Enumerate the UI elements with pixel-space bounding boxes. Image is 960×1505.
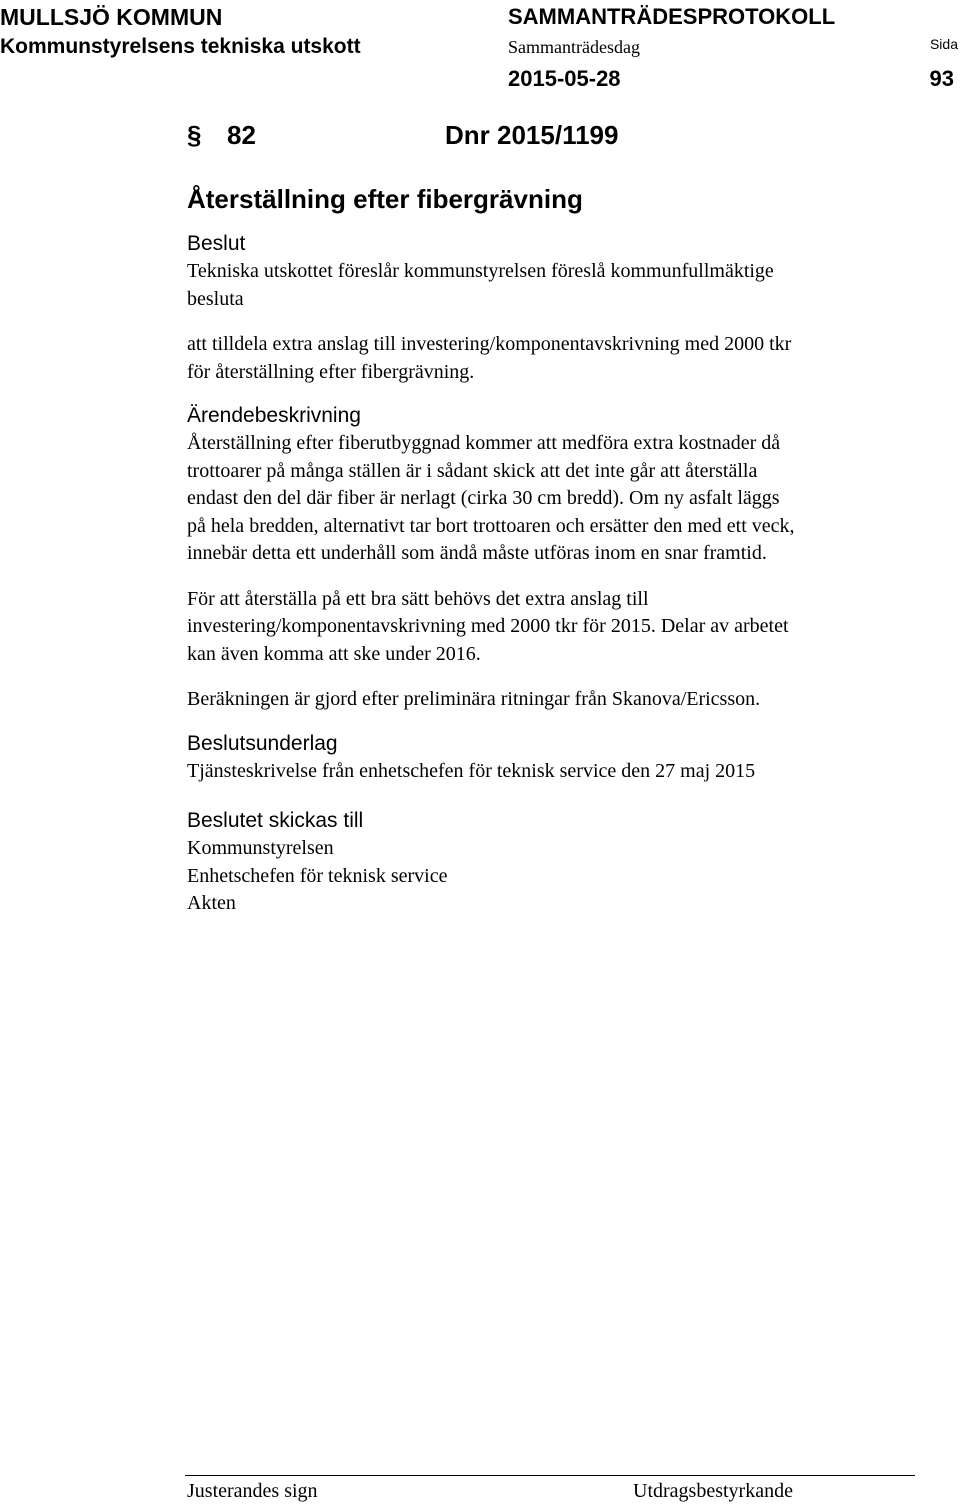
page-label: Sida bbox=[929, 36, 958, 52]
text-line: investering/komponentavskrivning med 2000 tkr för 2015. Delar av arbetet bbox=[187, 615, 789, 637]
text-line: att tilldela extra anslag till investering/komponentavskrivning med 2000 tkr bbox=[187, 333, 792, 355]
footer-signature-label: Justerandes sign bbox=[187, 1480, 318, 1502]
section-heading-skickas: Beslutet skickas till bbox=[187, 809, 364, 832]
text-line: för återställning efter fibergrävning. bbox=[187, 360, 475, 383]
beslut-paragraph-1 bbox=[187, 258, 927, 313]
arende-paragraph-2 bbox=[187, 586, 927, 669]
recipient-item: Akten bbox=[187, 892, 236, 914]
meeting-date-label: Sammanträdesdag bbox=[508, 37, 640, 57]
text-line: kan även komma att ske under 2016. bbox=[187, 642, 481, 665]
footer-divider bbox=[185, 1475, 915, 1476]
paragraph-number: 82 bbox=[227, 120, 256, 150]
section-heading-beslut: Beslut bbox=[187, 232, 246, 255]
case-number: Dnr 2015/1199 bbox=[445, 120, 619, 150]
paragraph-heading bbox=[187, 120, 618, 151]
footer-certification-label: Utdragsbestyrkande bbox=[633, 1480, 793, 1502]
document-body bbox=[187, 230, 927, 918]
arende-paragraph-3 bbox=[187, 686, 927, 714]
text-line: Tjänsteskrivelse från enhetschefen för teknisk service den 27 maj 2015 bbox=[187, 759, 756, 782]
page-number: 93 bbox=[929, 66, 954, 91]
recipient-item: Enhetschefen för teknisk service bbox=[187, 864, 448, 887]
recipient-list bbox=[187, 835, 927, 918]
text-line: besluta bbox=[187, 287, 244, 310]
section-heading-beslutsunderlag: Beslutsunderlag bbox=[187, 731, 338, 755]
meeting-date: 2015-05-28 bbox=[508, 66, 621, 91]
document-type: SAMMANTRÄDESPROTOKOLL bbox=[508, 4, 836, 29]
text-line: Beräkningen är gjord efter preliminära ritningar från Skanova/Ericsson. bbox=[187, 688, 761, 710]
beslut-paragraph-2 bbox=[187, 331, 927, 386]
recipient-item: Kommunstyrelsen bbox=[187, 837, 334, 859]
text-line: Tekniska utskottet föreslår kommunstyrelsen föreslå kommunfullmäktige bbox=[187, 260, 774, 282]
municipality-name: MULLSJÖ KOMMUN bbox=[0, 4, 223, 30]
text-line: För att återställa på ett bra sätt behövs det extra anslag till bbox=[187, 587, 649, 610]
beslutsunderlag-paragraph bbox=[187, 758, 927, 786]
text-line: trottoarer på många ställen är i sådant skick att det inte går att återställa bbox=[187, 459, 758, 482]
page-title: Återställning efter fibergrävning bbox=[187, 184, 583, 214]
text-line: på hela bredden, alternativt tar bort trottoaren och ersätter den med ett veck, bbox=[187, 514, 795, 537]
text-line: endast den del där fiber är nerlagt (cirka 30 cm bredd). Om ny asfalt läggs bbox=[187, 487, 780, 509]
text-line: Återställning efter fiberutbyggnad kommer att medföra extra kostnader då bbox=[187, 432, 781, 454]
text-line: innebär detta ett underhåll som ändå måste utföras inom en snar framtid. bbox=[187, 542, 767, 564]
committee-name: Kommunstyrelsens tekniska utskott bbox=[0, 35, 361, 58]
section-symbol: § bbox=[187, 120, 202, 150]
section-heading-arendebeskrivning: Ärendebeskrivning bbox=[187, 404, 361, 427]
arende-paragraph-1 bbox=[187, 430, 927, 568]
